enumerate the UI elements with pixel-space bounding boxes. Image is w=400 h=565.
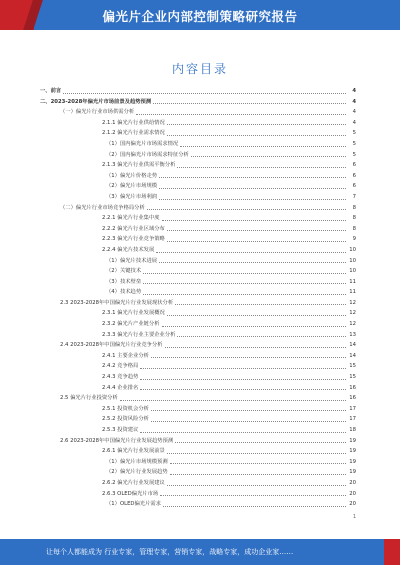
toc-entry-text: 2.6 2023-2028年中国偏光片行业发展趋势预测 (60, 437, 174, 444)
toc-leader-dots (177, 160, 346, 168)
toc-entry-page: 9 (352, 236, 356, 243)
toc-leader-dots (151, 351, 346, 359)
toc-entry-text: 2.2.3 偏光片行业竞争策略 (102, 236, 165, 243)
toc-entry-page: 8 (352, 215, 356, 222)
toc-leader-dots (167, 118, 346, 126)
toc-leader-dots (163, 499, 346, 507)
toc-entry[interactable] (40, 256, 356, 267)
toc-entry[interactable] (40, 266, 356, 277)
toc-entry[interactable] (40, 203, 356, 214)
toc-entry-page: 15 (349, 374, 356, 381)
toc-entry[interactable] (40, 139, 356, 150)
toc-entry-page: 20 (349, 501, 356, 508)
toc-leader-dots (143, 277, 346, 285)
toc-entry-page: 4 (352, 109, 356, 116)
toc-entry-page: 18 (349, 427, 356, 433)
toc-entry-text: 2.3 2023-2028年中国偏光片行业发展现状分析 (60, 299, 174, 306)
toc-leader-dots (175, 298, 346, 306)
table-of-contents (40, 86, 356, 510)
toc-entry-page: 8 (352, 204, 356, 211)
toc-leader-dots (165, 340, 346, 348)
toc-entry[interactable] (40, 404, 356, 415)
toc-entry-page: 11 (349, 289, 356, 296)
toc-leader-dots (167, 478, 346, 486)
toc-entry-page: 10 (349, 246, 356, 253)
toc-entry-page: 13 (349, 331, 356, 338)
toc-leader-dots (140, 372, 346, 380)
toc-leader-dots (180, 139, 346, 147)
toc-entry-page: 19 (349, 458, 356, 465)
toc-entry[interactable] (40, 308, 356, 319)
toc-entry[interactable] (40, 340, 356, 351)
toc-entry-text: （一）偏光片行业市场供需分析 (60, 109, 135, 116)
toc-entry[interactable] (40, 425, 356, 436)
toc-entry-text: （3）偏光片市场利润 (106, 193, 158, 200)
toc-entry[interactable] (40, 499, 356, 510)
toc-entry-page: 20 (349, 479, 356, 486)
toc-entry-page: 6 (352, 172, 356, 179)
toc-entry-text: 2.6.1 偏光片行业发展前景 (102, 448, 165, 455)
toc-leader-dots (159, 256, 346, 264)
toc-entry-page: 12 (349, 299, 356, 306)
toc-leader-dots (167, 308, 346, 316)
toc-entry-text: （2）关键技术 (106, 268, 142, 275)
toc-leader-dots (140, 425, 346, 433)
toc-entry[interactable] (40, 467, 356, 478)
toc-entry[interactable] (40, 234, 356, 245)
toc-leader-dots (167, 446, 346, 454)
toc-entry[interactable] (40, 181, 356, 192)
toc-leader-dots (153, 97, 346, 105)
toc-entry-page: 7 (352, 193, 356, 200)
toc-entry[interactable] (40, 277, 356, 288)
toc-leader-dots (162, 213, 346, 221)
toc-leader-dots (151, 404, 346, 412)
toc-entry-text: 2.5 偏光片行业投资分析 (60, 395, 118, 402)
toc-entry-page: 8 (352, 225, 356, 232)
toc-leader-dots (140, 383, 346, 391)
toc-entry-page: 17 (349, 416, 356, 423)
toc-entry-text: 2.2.1 偏光片行业集中度 (102, 215, 160, 222)
toc-entry-page: 17 (349, 405, 356, 412)
toc-entry[interactable] (40, 107, 356, 118)
toc-entry-text: 2.1.2 偏光片行业需求情况 (102, 130, 165, 137)
toc-entry-page: 19 (349, 469, 356, 476)
toc-leader-dots (175, 436, 346, 444)
toc-entry[interactable] (40, 372, 356, 383)
toc-entry[interactable] (40, 330, 356, 341)
toc-entry-text: （4）技术趋势 (106, 289, 142, 296)
toc-entry-text: 一、前言 (40, 88, 62, 94)
page-number: 1 (352, 514, 356, 520)
toc-entry[interactable] (40, 97, 356, 108)
toc-entry[interactable] (40, 446, 356, 457)
toc-leader-dots (159, 181, 346, 189)
toc-entry-text: （1）偏光片市场规模预测 (106, 458, 168, 465)
toc-leader-dots (143, 266, 346, 274)
toc-entry-page: 19 (349, 437, 356, 444)
toc-entry-text: （1）偏光片技术进展 (106, 257, 158, 264)
toc-entry[interactable] (40, 457, 356, 468)
toc-entry-page: 12 (349, 321, 356, 328)
toc-entry-text: 2.1.3 偏光片行业供需平衡分析 (102, 162, 176, 169)
toc-entry[interactable] (40, 192, 356, 203)
toc-entry[interactable] (40, 436, 356, 447)
toc-entry[interactable] (40, 150, 356, 161)
toc-entry-page: 6 (352, 183, 356, 190)
toc-entry-page: 5 (352, 151, 356, 158)
toc-entry-text: 2.4.1 主要企业分析 (102, 352, 149, 359)
toc-entry-page: 15 (349, 363, 356, 370)
footer-banner (0, 539, 400, 565)
toc-leader-dots (63, 86, 346, 94)
toc-entry[interactable] (40, 213, 356, 224)
toc-entry[interactable] (40, 160, 356, 171)
toc-leader-dots (167, 128, 346, 136)
toc-entry-text: 2.2.2 偏光片行业区域分布 (102, 225, 165, 232)
toc-entry-page: 10 (349, 268, 356, 275)
toc-entry-text: 2.5.2 投资风险分析 (102, 416, 149, 423)
toc-leader-dots (136, 107, 346, 115)
toc-leader-dots (177, 330, 346, 338)
toc-entry-text: （1）OLED偏光片需求 (106, 501, 161, 508)
toc-entry-text: 2.4.2 竞争格局 (102, 363, 139, 370)
toc-leader-dots (140, 361, 346, 369)
footer-slogan: 让每个人都能成为 行业专家，管理专家，营销专家，战略专家，成功企业家…… (46, 548, 294, 556)
toc-entry-text: 2.3.2 偏光片产业链分析 (102, 321, 160, 328)
toc-heading: 内容目录 (171, 62, 228, 76)
toc-entry-page: 11 (349, 278, 356, 285)
toc-entry-text: 2.5.3 投资建议 (102, 427, 139, 433)
toc-leader-dots (167, 234, 346, 242)
toc-entry[interactable] (40, 118, 356, 129)
toc-entry-page: 16 (349, 395, 356, 402)
toc-entry[interactable] (40, 319, 356, 330)
toc-entry-page: 14 (349, 342, 356, 349)
toc-entry-text: 2.4.3 竞争趋势 (102, 374, 139, 381)
toc-entry-page: 12 (349, 310, 356, 317)
toc-entry-text: 2.4 2023-2028年中国偏光片行业竞争分析 (60, 342, 163, 349)
toc-entry-page: 4 (352, 88, 356, 94)
toc-entry-text: （1）偏光片价格走势 (106, 172, 158, 179)
toc-entry[interactable] (40, 414, 356, 425)
report-title: 偏光片企业内部控制策略研究报告 (102, 9, 298, 24)
toc-leader-dots (191, 150, 346, 158)
toc-entry-page: 10 (349, 257, 356, 264)
toc-entry-text: 2.3.1 偏光片行业发展概况 (102, 310, 165, 317)
toc-entry-text: （二）偏光片行业市场竞争格局分析 (60, 204, 145, 211)
toc-entry-text: 2.6.2 偏光片行业发展建议 (102, 479, 165, 486)
toc-entry-page: 5 (352, 140, 356, 147)
footer-red-block (384, 539, 400, 565)
toc-leader-dots (162, 319, 346, 327)
toc-entry[interactable] (40, 489, 356, 500)
toc-entry-text: 2.5.1 投资机会分析 (102, 405, 149, 412)
toc-entry-page: 5 (352, 130, 356, 137)
header-banner (0, 0, 400, 30)
toc-entry-page: 19 (349, 448, 356, 455)
toc-entry-page: 4 (352, 119, 356, 126)
toc-entry-page: 20 (349, 490, 356, 497)
toc-entry[interactable] (40, 383, 356, 394)
toc-entry[interactable] (40, 128, 356, 139)
toc-leader-dots (160, 489, 346, 497)
toc-entry-page: 6 (352, 162, 356, 169)
toc-leader-dots (159, 171, 346, 179)
toc-entry-text: （2）偏光片行业发展趋势 (106, 469, 168, 476)
toc-entry-page: 14 (349, 352, 356, 359)
toc-entry[interactable] (40, 298, 356, 309)
toc-entry[interactable] (40, 245, 356, 256)
toc-leader-dots (151, 414, 346, 422)
toc-leader-dots (143, 287, 346, 295)
toc-entry[interactable] (40, 361, 356, 372)
toc-entry-text: （2）偏光片市场规模 (106, 183, 158, 190)
toc-entry[interactable] (40, 393, 356, 404)
toc-entry[interactable] (40, 171, 356, 182)
toc-entry-text: （3）技术壁垒 (106, 278, 142, 285)
toc-entry-text: 2.4.4 企业排名 (102, 384, 139, 391)
toc-leader-dots (159, 192, 346, 200)
toc-entry-text: （1）国内偏光片市场需求情况 (106, 140, 179, 147)
toc-entry[interactable] (40, 224, 356, 235)
toc-entry[interactable] (40, 86, 356, 97)
toc-entry-text: 二、2023-2028年偏光片市场前景及趋势预测 (40, 98, 152, 105)
toc-leader-dots (120, 393, 346, 401)
toc-entry-text: 2.3.3 偏光片行业主要企业分析 (102, 331, 176, 338)
toc-entry-text: 2.2.4 偏光片技术发展 (102, 246, 155, 253)
toc-leader-dots (167, 224, 346, 232)
toc-entry-page: 16 (349, 384, 356, 391)
toc-leader-dots (147, 203, 346, 211)
toc-entry[interactable] (40, 478, 356, 489)
toc-entry[interactable] (40, 351, 356, 362)
toc-entry-text: 2.6.3 OLED偏光片市场 (102, 490, 159, 497)
toc-entry-text: 2.1.1 偏光片行业供给情况 (102, 119, 165, 126)
toc-entry-text: （2）国内偏光片市场需求特征分析 (106, 151, 189, 158)
toc-leader-dots (170, 467, 346, 475)
toc-leader-dots (156, 245, 346, 253)
toc-leader-dots (170, 457, 346, 465)
toc-entry[interactable] (40, 287, 356, 298)
toc-entry-page: 4 (352, 98, 356, 105)
